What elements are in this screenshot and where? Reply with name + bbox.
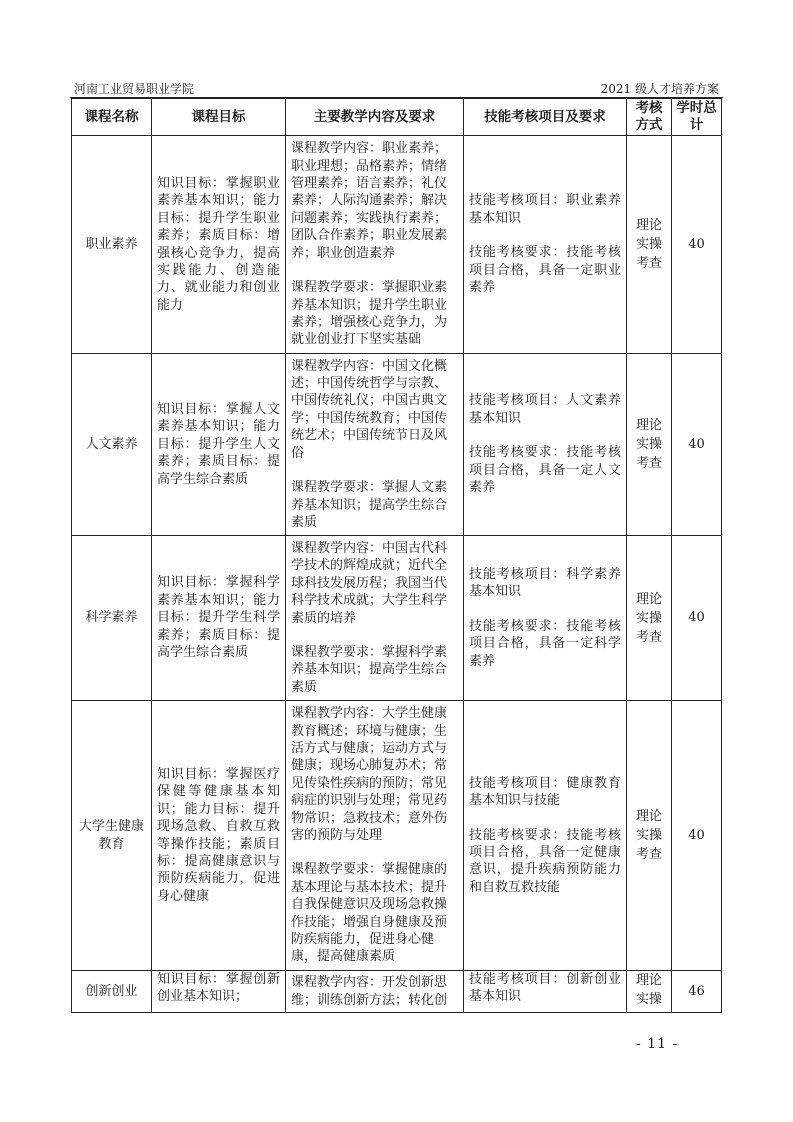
page-header: [70, 80, 723, 98]
skill-item: 技能考核项目：科学素养基本知识: [469, 566, 621, 600]
course-content: [286, 354, 464, 536]
school-name: 河南工业贸易职业学院: [74, 82, 195, 96]
course-name: 科学素养: [72, 536, 152, 701]
table-row: [72, 136, 722, 354]
skill-item: 技能考核项目：人文素养基本知识: [469, 393, 621, 426]
course-content: [286, 971, 464, 1013]
total-hours: 46: [672, 971, 722, 1013]
course-content: [286, 536, 464, 701]
course-goal: 知识目标：掌握职业素养基本知识；能力目标：提升学生职业素养；素质目标：增强核心竞争力，提高实践能力、创造能力、就业能力和创业能力: [152, 136, 286, 354]
total-hours: 40: [672, 136, 722, 354]
teaching-content: 课程教学内容：中国文化概述；中国传统哲学与宗教、中国传统礼仪；中国古典文学；中国传统教育；中国传统艺术；中国传统节日及风俗: [291, 358, 448, 461]
total-hours: 40: [672, 354, 722, 536]
teaching-content: 课程教学内容：开发创新思维；训练创新方法；转化创: [291, 975, 448, 1008]
teaching-content: 课程教学内容：职业素养；职业理想；品格素养；情绪管理素养；语言素养；礼仪素养；人际沟通素养；解决问题素养；实践执行素养；团队合作素养；职业发展素养；职业创造素养: [291, 141, 448, 261]
course-content: [286, 136, 464, 354]
teaching-requirement: 课程教学要求：掌握科学素养基本知识；提高学生综合素质: [291, 644, 448, 695]
course-goal: 知识目标：掌握创新创业基本知识；: [152, 971, 286, 1013]
course-goal: 知识目标：掌握医疗保健等健康基本知识；能力目标：提升现场急救、自救互救等操作技能；素质目标：提高健康意识与预防疾病能力，促进身心健康: [152, 701, 286, 971]
skill-assessment: [464, 136, 627, 354]
skill-item: 技能考核项目：职业素养基本知识: [469, 193, 621, 226]
skill-requirement: 技能考核要求：技能考核项目合格，具备一定健康意识，提升疾病预防能力和自救互救技能: [469, 827, 621, 895]
teaching-content: 课程教学内容：中国古代科学技术的辉煌成就；近代全球科技发展历程；我国当代科学技术成就；大学生科学素质的培养: [291, 540, 448, 626]
assessment-method: 理论 实操 考查: [627, 354, 672, 536]
assessment-method: 理论 实操: [627, 971, 672, 1013]
skill-item: 技能考核项目：创新创业基本知识: [469, 972, 621, 1005]
course-name: 人文素养: [72, 354, 152, 536]
assessment-method: 理论 实操 考查: [627, 536, 672, 701]
column-header: 课程目标: [152, 99, 286, 136]
skill-item: 技能考核项目：健康教育基本知识与技能: [469, 775, 621, 809]
assessment-method: 理论 实操 考查: [627, 136, 672, 354]
teaching-requirement: 课程教学要求：掌握职业素养基本知识；提升学生职业素养；增强核心竞争力，为就业创业打下坚实基础: [291, 280, 448, 348]
page-number: - 11 -: [636, 1036, 679, 1052]
table-row: [72, 354, 722, 536]
course-name: 大学生健康教育: [72, 701, 152, 971]
table-row: [72, 971, 722, 1013]
table-row: [72, 536, 722, 701]
column-header: 主要教学内容及要求: [286, 99, 464, 136]
course-name: 创新创业: [72, 971, 152, 1013]
teaching-requirement: 课程教学要求：掌握人文素养基本知识；提高学生综合素质: [291, 480, 448, 530]
course-name: 职业素养: [72, 136, 152, 354]
teaching-content: 课程教学内容：大学生健康教育概述；环境与健康；生活方式与健康；运动方式与健康；现场心肺复苏术；常见传染性疾病的预防；常见病症的识别与处理；常见药物常识；急救技术；意外伤害的预防与处理: [291, 706, 448, 843]
course-goal: 知识目标：掌握人文素养基本知识；能力目标：提升学生人文素养；素质目标：提高学生综合素质: [152, 354, 286, 536]
column-header: 技能考核项目及要求: [464, 99, 627, 136]
skill-assessment: [464, 354, 627, 536]
total-hours: 40: [672, 536, 722, 701]
course-content: [286, 701, 464, 971]
document-title: 2021 级人才培养方案: [600, 82, 719, 96]
skill-assessment: [464, 971, 627, 1013]
total-hours: 40: [672, 701, 722, 971]
skill-requirement: 技能考核要求：技能考核项目合格，具备一定人文素养: [469, 445, 621, 496]
table-header-row: [72, 99, 722, 136]
table-row: [72, 701, 722, 971]
teaching-requirement: 课程教学要求：掌握健康的基本理论与基本技术；提升自我保健意识及现场急救操作技能；增强自身健康及预防疾病能力，促进身心健康，提高健康素质: [291, 862, 448, 965]
skill-assessment: [464, 701, 627, 971]
column-header: 考核方式: [627, 99, 672, 136]
column-header: 课程名称: [72, 99, 152, 136]
skill-requirement: 技能考核要求：技能考核项目合格，具备一定科学素养: [469, 618, 621, 669]
assessment-method: 理论 实操 考查: [627, 701, 672, 971]
skill-requirement: 技能考核要求：技能考核项目合格，具备一定职业素养: [469, 245, 621, 296]
course-goal: 知识目标：掌握科学素养基本知识；能力目标：提升学生科学素养；素质目标：提高学生综合素质: [152, 536, 286, 701]
skill-assessment: [464, 536, 627, 701]
column-header: 学时总计: [672, 99, 722, 136]
course-table: [71, 98, 722, 1013]
